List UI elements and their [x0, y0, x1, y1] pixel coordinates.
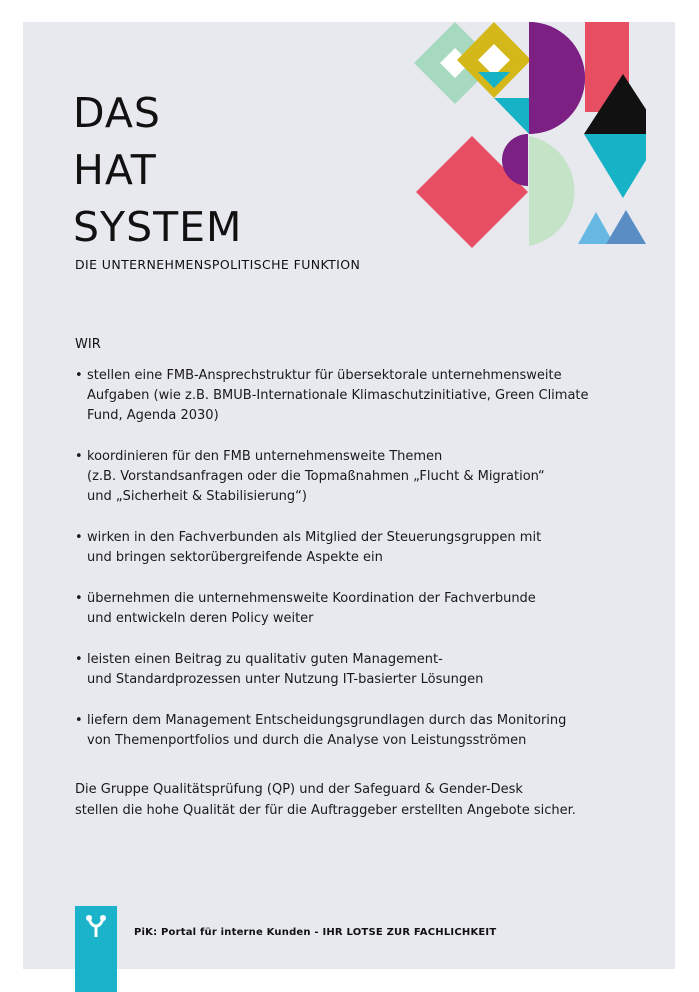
bullet-dot: •: [75, 530, 83, 545]
list-item-line: (z.B. Vorstandsanfragen oder die Topmaßnahmen „Flucht & Migration“: [87, 469, 545, 484]
list-item-line: stellen eine FMB-Ansprechstruktur für übersektorale unternehmensweite: [87, 368, 562, 383]
list-item-line: und bringen sektorübergreifende Aspekte ein: [87, 550, 383, 565]
teal-down-triangle: [584, 134, 646, 198]
light-green-half-circle: [529, 136, 574, 246]
list-item-line: Fund, Agenda 2030): [87, 408, 219, 423]
list-item: [75, 650, 615, 690]
list-item-line: wirken in den Fachverbunden als Mitglied der Steuerungsgruppen mit: [87, 530, 542, 545]
list-item-line: und „Sicherheit & Stabilisierung“): [87, 489, 307, 504]
light-blue-triangle: [578, 212, 614, 244]
list-item-line: von Themenportfolios und durch die Analyse von Leistungsströmen: [87, 733, 527, 748]
intro-label: WIR: [75, 337, 101, 352]
closing-line: stellen die hohe Qualität der für die Auftraggeber erstellten Angebote sicher.: [75, 803, 576, 818]
bullet-list: [75, 366, 615, 772]
list-item-line: und entwickeln deren Policy weiter: [87, 611, 314, 626]
list-item-line: liefern dem Management Entscheidungsgrundlagen durch das Monitoring: [87, 713, 567, 728]
list-item: [75, 447, 615, 507]
pik-logo-bar: [75, 906, 117, 992]
purple-half-circle-fill: [529, 22, 585, 134]
bullet-dot: •: [75, 449, 83, 464]
list-item-line: und Standardprozessen unter Nutzung IT-basierter Lösungen: [87, 672, 484, 687]
list-item-line: koordinieren für den FMB unternehmensweite Themen: [87, 449, 443, 464]
closing-paragraph: [75, 779, 576, 821]
pik-y-logo-icon: [84, 914, 108, 938]
closing-line: Die Gruppe Qualitätsprüfung (QP) und der Safeguard & Gender-Desk: [75, 782, 523, 797]
list-item: [75, 589, 615, 629]
footer-tagline: PiK: Portal für interne Kunden - IHR LOTSE ZUR FACHLICHKEIT: [134, 927, 497, 938]
title-line-3: SYSTEM: [73, 203, 243, 251]
bullet-dot: •: [75, 368, 83, 383]
list-item-line: übernehmen die unternehmensweite Koordination der Fachverbunde: [87, 591, 536, 606]
page-title: [73, 85, 242, 256]
list-item: [75, 366, 615, 426]
geometric-decoration: [414, 22, 646, 250]
list-item-line: Aufgaben (wie z.B. BMUB-Internationale Klimaschutzinitiative, Green Climate: [87, 388, 589, 403]
list-item-line: leisten einen Beitrag zu qualitativ guten Management-: [87, 652, 443, 667]
list-item: [75, 711, 615, 751]
title-line-2: HAT: [73, 146, 157, 194]
bullet-dot: •: [75, 652, 83, 667]
teal-wedge: [494, 98, 529, 134]
list-item: [75, 528, 615, 568]
bullet-dot: •: [75, 713, 83, 728]
bullet-dot: •: [75, 591, 83, 606]
steel-blue-triangle: [606, 210, 646, 244]
page-subtitle: DIE UNTERNEHMENSPOLITISCHE FUNKTION: [75, 257, 361, 272]
title-line-1: DAS: [73, 89, 161, 137]
